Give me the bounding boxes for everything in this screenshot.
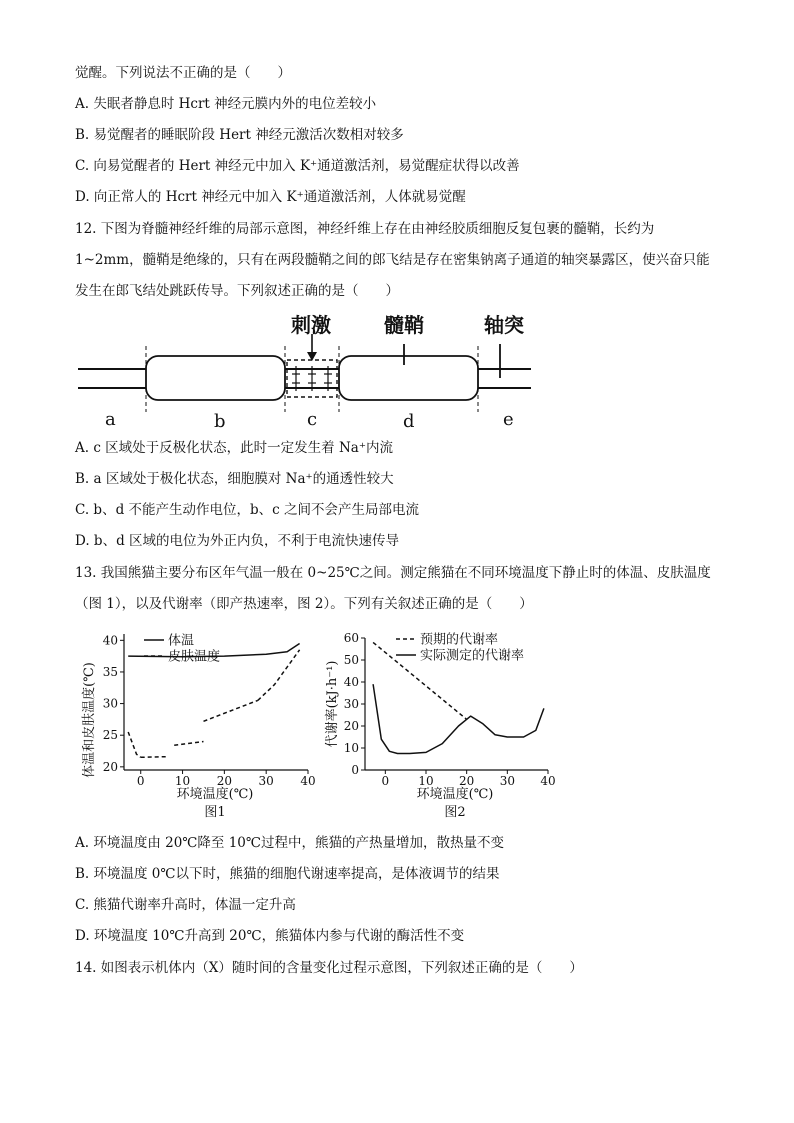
q12-option-a: A. c 区域处于反极化状态，此时一定发生着 Na⁺内流 bbox=[75, 440, 393, 456]
chart1-y-tick-label: 25 bbox=[102, 728, 118, 743]
chart1-y-axis-label: 体温和皮肤温度(℃) bbox=[82, 662, 97, 778]
chart2-series-2-line bbox=[373, 684, 544, 753]
q12-option-b: B. a 区域处于极化状态，细胞膜对 Na⁺的通透性较大 bbox=[75, 471, 394, 487]
q13-option-c: C. 熊猫代谢率升高时，体温一定升高 bbox=[75, 897, 296, 913]
q12-option-d: D. b、d 区域的电位为外正内负，不利于电流快速传导 bbox=[75, 533, 399, 549]
region-c: c bbox=[307, 409, 318, 430]
chart2-y-axis-label: 代谢率(kJ·h⁻¹) bbox=[325, 660, 340, 748]
q13-stem-line-1: 13. 我国熊猫主要分布区年气温一般在 0~25℃之间。测定熊猫在不同环境温度下静止时的体温、皮肤温度 bbox=[75, 565, 711, 581]
chart1-series-2-line bbox=[174, 742, 203, 746]
chart2-x-tick-label: 20 bbox=[459, 774, 475, 788]
chart2-legend-label: 预期的代谢率 bbox=[420, 632, 499, 648]
region-d: d bbox=[403, 411, 415, 432]
chart2-x-tick-label: 0 bbox=[381, 774, 390, 788]
region-e: e bbox=[503, 409, 514, 430]
chart2-caption: 图2 bbox=[444, 805, 466, 820]
q12-option-c: C. b、d 不能产生动作电位，b、c 之间不会产生局部电流 bbox=[75, 502, 419, 518]
chart2-y-tick-label: 10 bbox=[343, 741, 359, 755]
q11-option-c: C. 向易觉醒者的 Hert 神经元中加入 K⁺通道激活剂，易觉醒症状得以改善 bbox=[75, 158, 520, 174]
chart1-x-tick-label: 10 bbox=[174, 774, 191, 788]
chart2-legend-label: 实际测定的代谢率 bbox=[420, 648, 525, 664]
label-myelin: 髓鞘 bbox=[384, 313, 424, 337]
q13-stem-line-2: （图 1），以及代谢率（即产热速率，图 2）。下列有关叙述正确的是（ ） bbox=[75, 596, 533, 612]
chart2-y-tick-label: 0 bbox=[351, 763, 359, 777]
chart1-y-tick-label: 30 bbox=[102, 696, 118, 711]
myelin-sheath-d bbox=[339, 356, 478, 400]
chart-figure-1 bbox=[72, 628, 316, 824]
myelin-sheath-b bbox=[146, 356, 285, 400]
chart1-x-tick-label: 0 bbox=[136, 774, 145, 788]
label-axon: 轴突 bbox=[484, 313, 524, 337]
q12-stem-line-2: 1~2mm，髓鞘是绝缘的，只有在两段髓鞘之间的郎飞结是存在密集钠离子通道的轴突暴露区，使兴奋只能 bbox=[75, 252, 710, 268]
chart2-x-tick-label: 10 bbox=[418, 774, 434, 788]
chart1-caption: 图1 bbox=[204, 805, 226, 820]
q14-stem: 14. 如图表示机体内（X）随时间的含量变化过程示意图，下列叙述正确的是（ ） bbox=[75, 960, 583, 976]
chart1-legend-label: 体温 bbox=[168, 633, 195, 649]
q13-option-a: A. 环境温度由 20℃降至 10℃过程中，熊猫的产热量增加，散热量不变 bbox=[75, 835, 504, 851]
chart1-x-axis-label: 环境温度(℃) bbox=[176, 787, 254, 802]
q11-option-a: A. 失眠者静息时 Hcrt 神经元膜内外的电位差较小 bbox=[75, 96, 377, 112]
chart2-x-tick-label: 30 bbox=[499, 774, 515, 788]
chart2-y-tick-label: 50 bbox=[343, 653, 359, 667]
chart-figure-2 bbox=[322, 628, 556, 824]
chart1-y-tick-label: 35 bbox=[102, 664, 118, 679]
chart2-y-tick-label: 30 bbox=[343, 697, 359, 711]
q11-option-d: D. 向正常人的 Hcrt 神经元中加入 K⁺通道激活剂，人体就易觉醒 bbox=[75, 189, 466, 205]
chart2-y-tick-label: 20 bbox=[343, 719, 359, 733]
chart1-x-tick-label: 20 bbox=[216, 774, 233, 788]
chart2-y-tick-label: 60 bbox=[343, 631, 359, 645]
q12-stem-line-3: 发生在郎飞结处跳跃传导。下列叙述正确的是（ ） bbox=[75, 283, 399, 299]
chart1-series-2-line bbox=[258, 650, 300, 701]
chart1-y-tick-label: 20 bbox=[102, 759, 118, 774]
label-stimulus: 刺激 bbox=[291, 313, 331, 337]
q12-stem-line-1: 12. 下图为脊髓神经纤维的局部示意图，神经纤维上存在由神经胶质细胞反复包裹的髓鞘，长约为 bbox=[75, 221, 655, 237]
chart1-legend-label: 皮肤温度 bbox=[168, 649, 221, 665]
chart2-y-tick-label: 40 bbox=[343, 675, 359, 689]
chart2-x-axis-label: 环境温度(℃) bbox=[416, 787, 494, 802]
chart1-series-2-line bbox=[128, 732, 141, 757]
q13-option-d: D. 环境温度 10℃升高到 20℃，熊猫体内参与代谢的酶活性不变 bbox=[75, 928, 465, 944]
q11-stem-tail: 觉醒。下列说法不正确的是（ ） bbox=[75, 65, 291, 81]
nerve-fiber-figure bbox=[75, 308, 535, 433]
q11-option-b: B. 易觉醒者的睡眠阶段 Hert 神经元激活次数相对较多 bbox=[75, 127, 404, 143]
chart1-y-tick-label: 40 bbox=[102, 633, 118, 648]
chart1-series-2-line bbox=[204, 700, 258, 721]
chart2-x-tick-label: 40 bbox=[540, 774, 556, 788]
region-b: b bbox=[214, 411, 226, 432]
chart1-series-2-line bbox=[141, 757, 166, 758]
chart1-x-tick-label: 40 bbox=[300, 774, 316, 788]
chart1-x-tick-label: 30 bbox=[258, 774, 274, 788]
q13-option-b: B. 环境温度 0℃以下时，熊猫的细胞代谢速率提高，是体液调节的结果 bbox=[75, 866, 500, 882]
region-a: a bbox=[105, 409, 116, 430]
